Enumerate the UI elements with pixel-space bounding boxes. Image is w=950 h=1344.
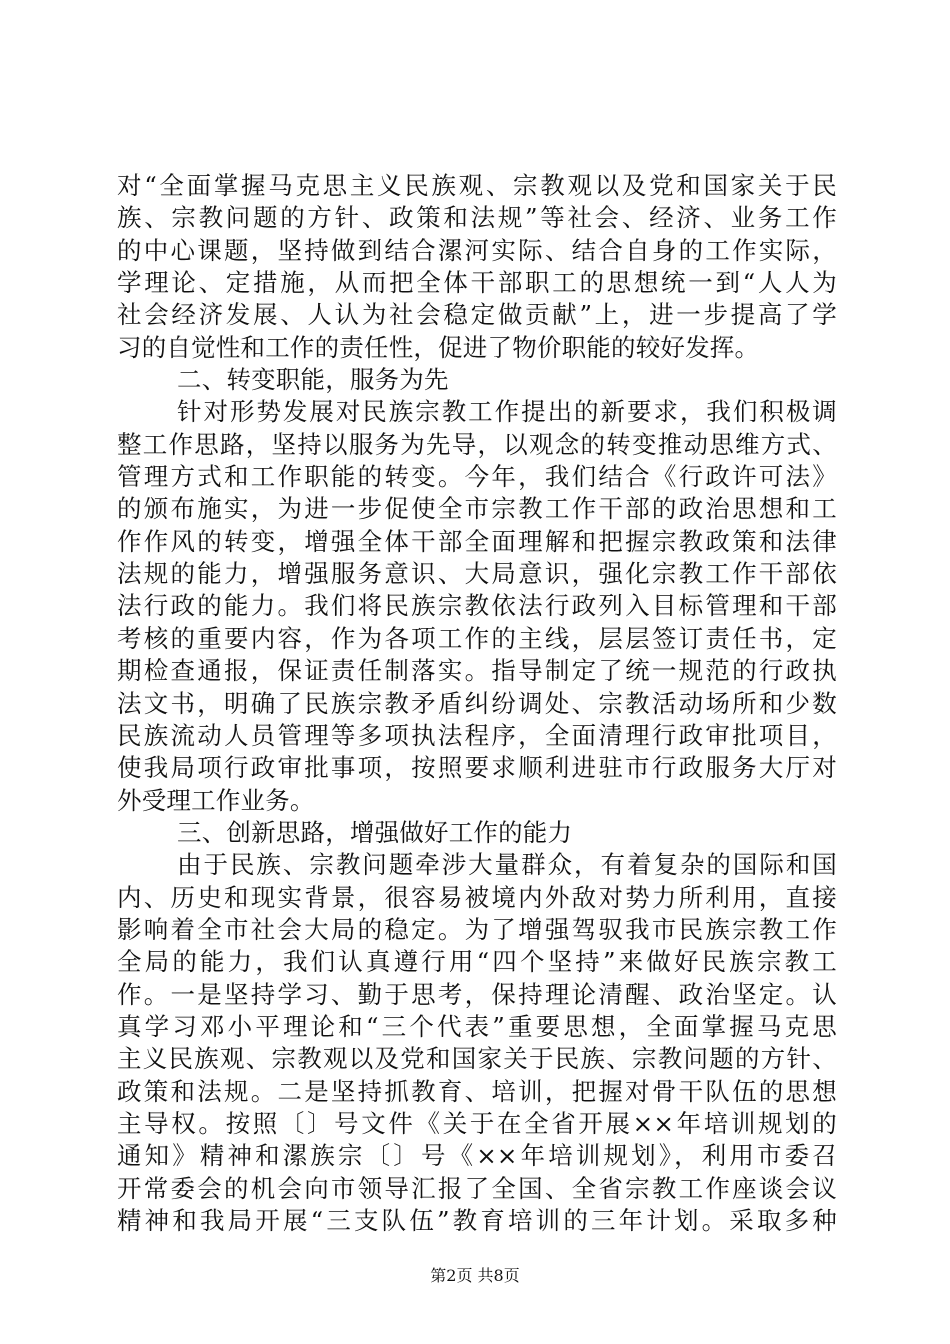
section-heading: 二、转变职能，服务为先 — [177, 365, 449, 395]
text-line: 法行政的能力。我们将民族宗教依法行政列入目标管理和干部 — [117, 591, 837, 621]
text-line: 政策和法规。二是坚持抓教育、培训，把握对骨干队伍的思想 — [117, 1076, 837, 1106]
text-line: 作作风的转变，增强全体干部全面理解和把握宗教政策和法律 — [117, 526, 837, 556]
text-line: 对“全面掌握马克思主义民族观、宗教观以及党和国家关于民 — [117, 171, 837, 200]
text-line: 法规的能力，增强服务意识、大局意识，强化宗教工作干部依 — [117, 559, 837, 589]
document-body — [117, 170, 837, 1237]
page-footer — [0, 1266, 950, 1286]
text-line: 针对形势发展对民族宗教工作提出的新要求，我们积极调 — [177, 397, 837, 427]
text-line: 使我局项行政审批事项，按照要求顺利进驻市行政服务大厅对 — [117, 753, 837, 783]
text-line: 真学习邓小平理论和“三个代表”重要思想，全面掌握马克思 — [117, 1011, 837, 1041]
text-line: 外受理工作业务。 — [117, 785, 315, 815]
text-line: 的中心课题，坚持做到结合漯河实际、结合自身的工作实际， — [117, 235, 837, 265]
text-line: 主导权。按照〔〕号文件《关于在全省开展××年培训规划的 — [117, 1108, 837, 1138]
text-line: 影响着全市社会大局的稳定。为了增强驾驭我市民族宗教工作 — [117, 914, 837, 944]
text-line: 管理方式和工作职能的转变。今年，我们结合《行政许可法》 — [117, 462, 837, 492]
text-line: 习的自觉性和工作的责任性，促进了物价职能的较好发挥。 — [117, 332, 760, 362]
text-line: 整工作思路，坚持以服务为先导，以观念的转变推动思维方式、 — [117, 429, 837, 459]
text-line: 的颁布施实，为进一步促使全市宗教工作干部的政治思想和工 — [117, 494, 837, 524]
text-line: 通知》精神和漯族宗〔〕号《××年培训规划》，利用市委召 — [117, 1141, 837, 1171]
text-line: 内、历史和现实背景，很容易被境内外敌对势力所利用，直接 — [117, 882, 837, 912]
text-line: 精神和我局开展“三支队伍”教育培训的三年计划。采取多种 — [117, 1206, 837, 1235]
text-line: 民族流动人员管理等多项执法程序，全面清理行政审批项目， — [117, 720, 837, 750]
text-line: 考核的重要内容，作为各项工作的主线，层层签订责任书，定 — [117, 623, 837, 653]
section-heading: 三、创新思路，增强做好工作的能力 — [177, 817, 573, 847]
text-line: 开常委会的机会向市领导汇报了全国、全省宗教工作座谈会议 — [117, 1173, 837, 1203]
text-line: 全局的能力，我们认真遵行用“四个坚持”来做好民族宗教工 — [117, 947, 837, 977]
text-line: 期检查通报，保证责任制落实。指导制定了统一规范的行政执 — [117, 656, 837, 686]
text-line: 社会经济发展、人认为社会稳定做贡献”上，进一步提高了学 — [117, 300, 837, 330]
page-number: 第2页 共8页 — [430, 1266, 520, 1285]
text-line: 法文书，明确了民族宗教矛盾纠纷调处、宗教活动场所和少数 — [117, 688, 837, 718]
text-line: 主义民族观、宗教观以及党和国家关于民族、宗教问题的方针、 — [117, 1044, 837, 1074]
text-line: 族、宗教问题的方针、政策和法规”等社会、经济、业务工作 — [117, 203, 837, 233]
text-line: 作。一是坚持学习、勤于思考，保持理论清醒、政治坚定。认 — [117, 979, 837, 1009]
text-line: 学理论、定措施，从而把全体干部职工的思想统一到“人人为 — [117, 268, 837, 298]
text-line: 由于民族、宗教问题牵涉大量群众，有着复杂的国际和国 — [177, 850, 837, 880]
